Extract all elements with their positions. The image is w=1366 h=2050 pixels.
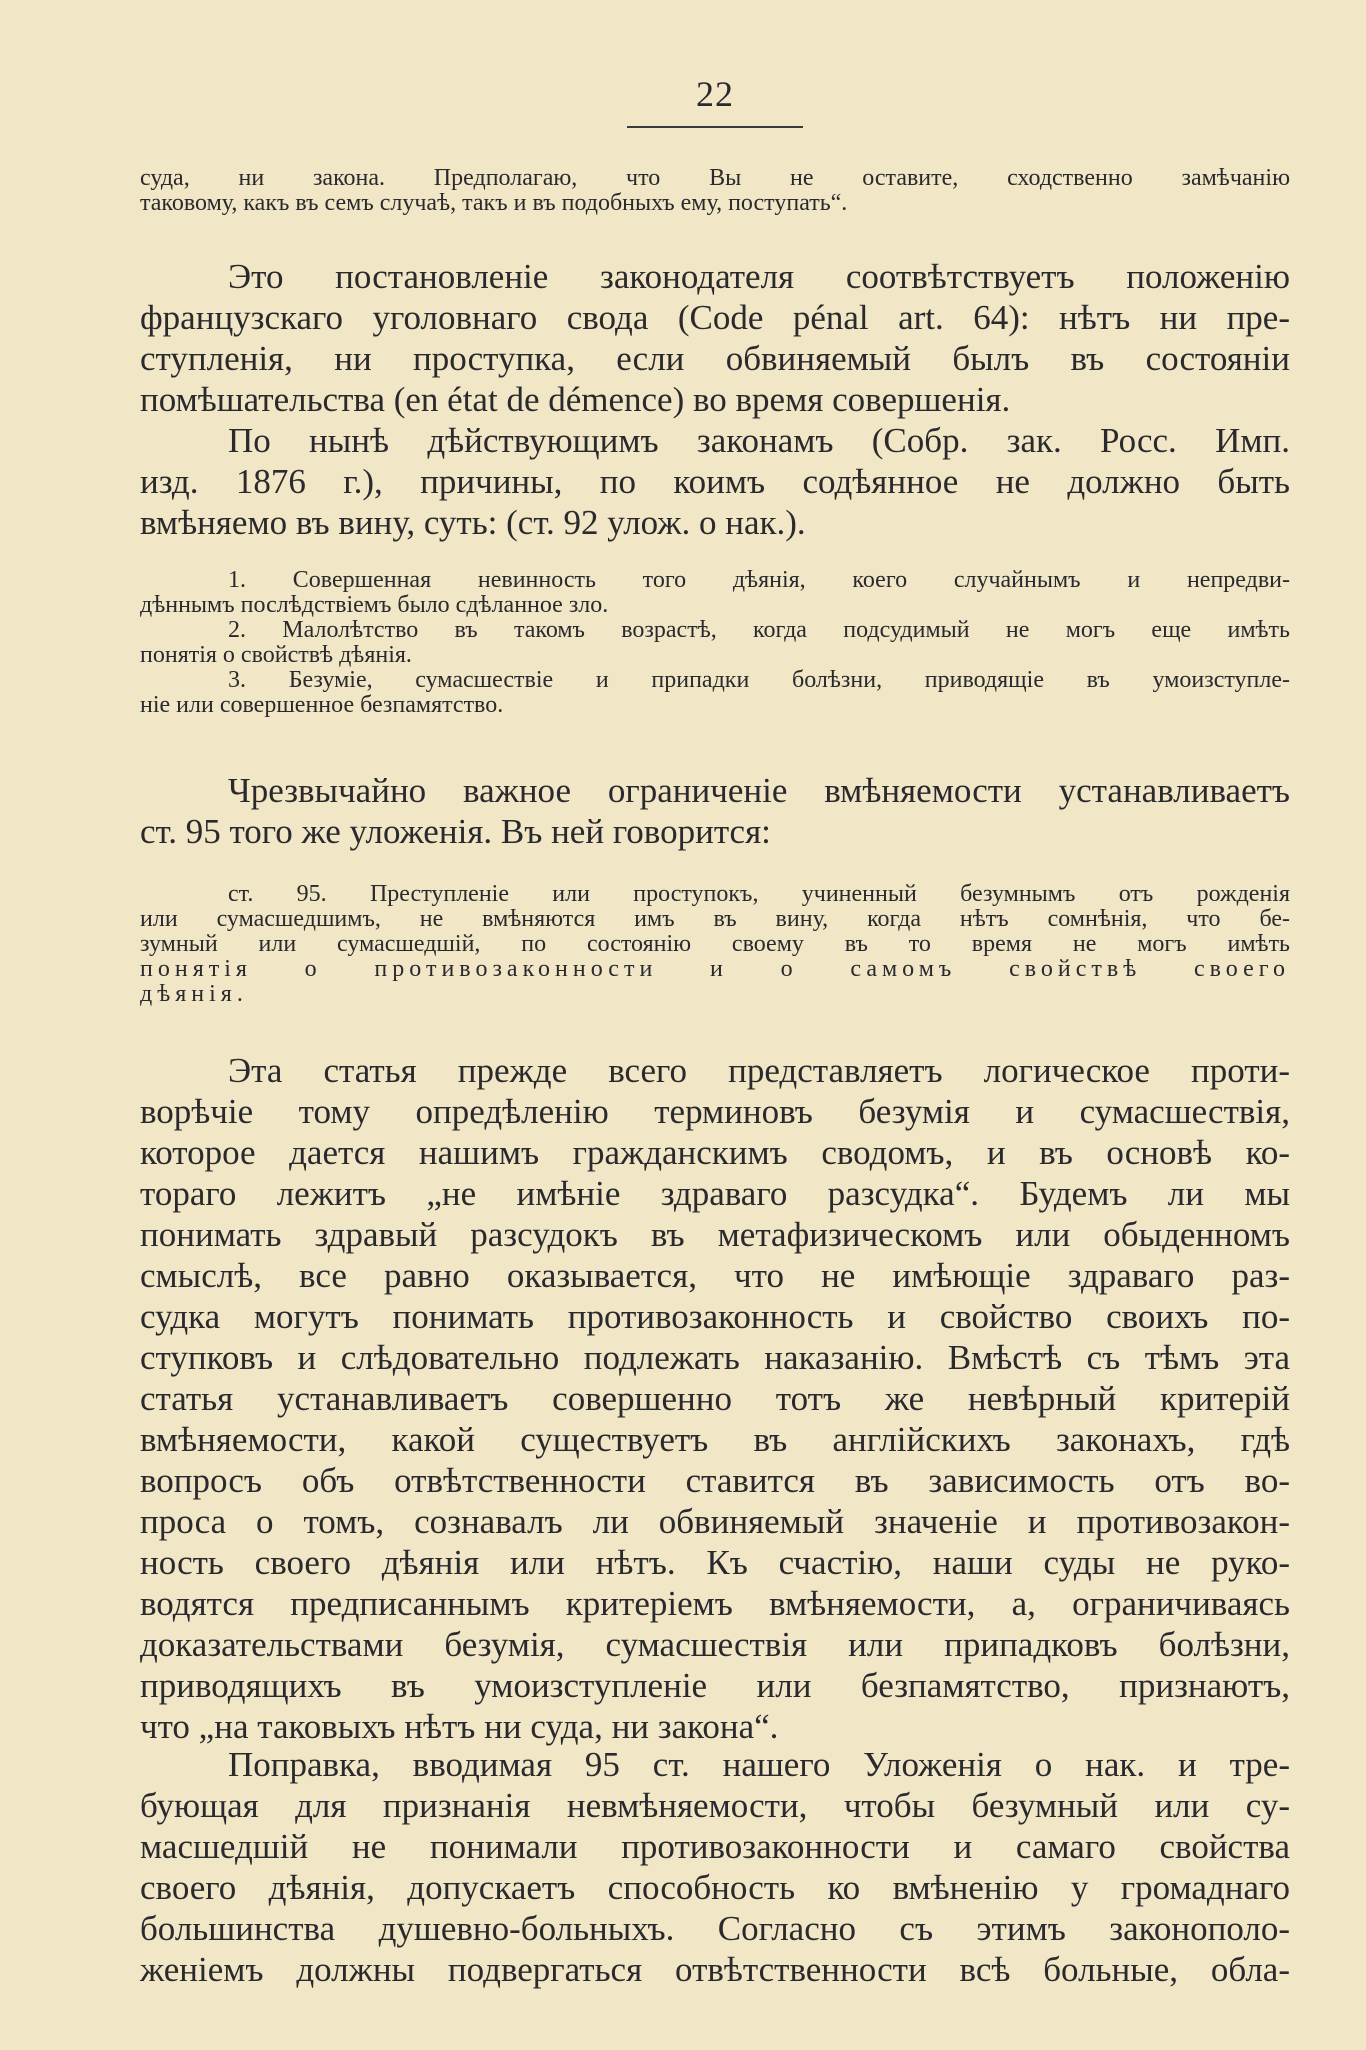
page-number-rule — [627, 126, 803, 128]
text-line: что „на таковыхъ нѣтъ ни суда, ни закона“. — [140, 1707, 779, 1746]
paragraph-code-penal — [140, 256, 1290, 420]
text-line: которое дается нашимъ гражданскимъ сводомъ, и въ основѣ ко- — [140, 1133, 1290, 1172]
text-line: помѣшательства (en état de démence) во время совершенія. — [140, 380, 1011, 419]
text-line: Это постановленіе законодателя соотвѣтствуетъ положенію — [228, 257, 1290, 296]
list-item: 1. Совершенная невинность того дѣянія, коего случайнымъ и непредви- — [228, 567, 1290, 593]
text-line: статья устанавливаетъ совершенно тотъ же невѣрный критерій — [140, 1379, 1290, 1418]
text-line: ніе или совершенное безпамятство. — [140, 692, 504, 718]
text-line: понятія о противозаконности и о самомъ свойствѣ своего — [140, 956, 1290, 982]
text-line: большинства душевно-больныхъ. Согласно съ этимъ законополо- — [140, 1909, 1290, 1948]
paragraph-contradiction — [140, 1050, 1290, 1747]
text-line: По нынѣ дѣйствующимъ законамъ (Собр. зак. Росс. Имп. — [228, 421, 1290, 460]
text-line: ст. 95 того же уложенія. Въ ней говорится: — [140, 812, 771, 851]
text-line: вмѣняемости, какой существуетъ въ англійскихъ законахъ, гдѣ — [140, 1420, 1290, 1459]
text-line: приводящихъ въ умоизступленіе или безпамятство, признаютъ, — [140, 1666, 1290, 1705]
list-item: 2. Малолѣтство въ такомъ возрастѣ, когда подсудимый не могъ еще имѣть — [228, 617, 1290, 643]
text-line: доказательствами безумія, сумасшествія или припадковъ болѣзни, — [140, 1625, 1290, 1664]
text-line: Поправка, вводимая 95 ст. нашего Уложенія о нак. и тре- — [228, 1745, 1290, 1784]
text-line: проса о томъ, сознавалъ ли обвиняемый значеніе и противозакон- — [140, 1502, 1290, 1541]
text-line: дѣянія. — [140, 981, 248, 1007]
page-number: 22 — [696, 74, 734, 114]
paragraph-current-laws — [140, 420, 1290, 543]
text-line: Эта статья прежде всего представляетъ логическое проти- — [228, 1051, 1290, 1090]
text-line: смыслѣ, все равно оказывается, что не имѣющіе здраваго раз- — [140, 1256, 1290, 1295]
text-line: судка могутъ понимать противозаконность и свойство своихъ по- — [140, 1297, 1290, 1336]
text-line: ступленія, ни проступка, если обвиняемый былъ въ состояніи — [140, 339, 1290, 378]
text-line: бующая для признанія невмѣняемости, чтобы безумный или су- — [140, 1786, 1290, 1825]
text-line: тораго лежитъ „не имѣніе здраваго разсудка“. Будемъ ли мы — [140, 1174, 1290, 1213]
text-line: дѣннымъ послѣдствіемъ было сдѣланное зло. — [140, 592, 609, 618]
text-line: водятся предписаннымъ критеріемъ вмѣняемости, а, ограничиваясь — [140, 1584, 1290, 1623]
list-causes — [140, 568, 1290, 718]
text-line: ность своего дѣянія или нѣтъ. Къ счастію, наши суды не руко- — [140, 1543, 1290, 1582]
text-line: Чрезвычайно важное ограниченіе вмѣняемости устанавливаетъ — [228, 771, 1290, 810]
text-line: или сумасшедшимъ, не вмѣняются имъ въ вину, когда нѣтъ сомнѣнія, что бе- — [140, 906, 1290, 932]
text-line: понимать здравый разсудокъ въ метафизическомъ или обыденномъ — [140, 1215, 1290, 1254]
quote-art-95 — [140, 882, 1290, 1007]
text-line: таковому, какъ въ семъ случаѣ, такъ и въ подобныхъ ему, поступать“. — [140, 190, 848, 216]
quotation-end — [140, 166, 1290, 216]
text-line: вмѣняемо въ вину, суть: (ст. 92 улож. о нак.). — [140, 503, 806, 542]
text-line: ворѣчіе тому опредѣленію терминовъ безумія и сумасшествія, — [140, 1092, 1290, 1131]
text-line: суда, ни закона. Предполагаю, что Вы не оставите, сходственно замѣчанію — [140, 165, 1290, 191]
text-line: ступковъ и слѣдовательно подлежать наказанію. Вмѣстѣ съ тѣмъ эта — [140, 1338, 1290, 1377]
text-line: зумный или сумасшедшій, по состоянію своему въ то время не могъ имѣть — [140, 931, 1290, 957]
text-line: своего дѣянія, допускаетъ способность ко вмѣненію у громаднаго — [140, 1868, 1290, 1907]
list-item: 3. Безуміе, сумасшествіе и припадки болѣзни, приводящіе въ умоизступле- — [228, 667, 1290, 693]
text-line: французскаго уголовнаго свода (Code pénal art. 64): нѣтъ ни пре- — [140, 298, 1290, 337]
paragraph-art-95-intro — [140, 770, 1290, 852]
text-line: ст. 95. Преступленіе или проступокъ, учиненный безумнымъ отъ рожденія — [228, 881, 1290, 907]
text-line: изд. 1876 г.), причины, по коимъ содѣянное не должно быть — [140, 462, 1290, 501]
text-line: масшедшій не понимали противозаконности и самаго свойства — [140, 1827, 1290, 1866]
text-line: понятія о свойствѣ дѣянія. — [140, 642, 412, 668]
text-line: женіемъ должны подвергаться отвѣтственности всѣ больные, обла- — [140, 1950, 1290, 1989]
paragraph-amendment — [140, 1744, 1290, 1990]
text-line: вопросъ объ отвѣтственности ставится въ зависимость отъ во- — [140, 1461, 1290, 1500]
